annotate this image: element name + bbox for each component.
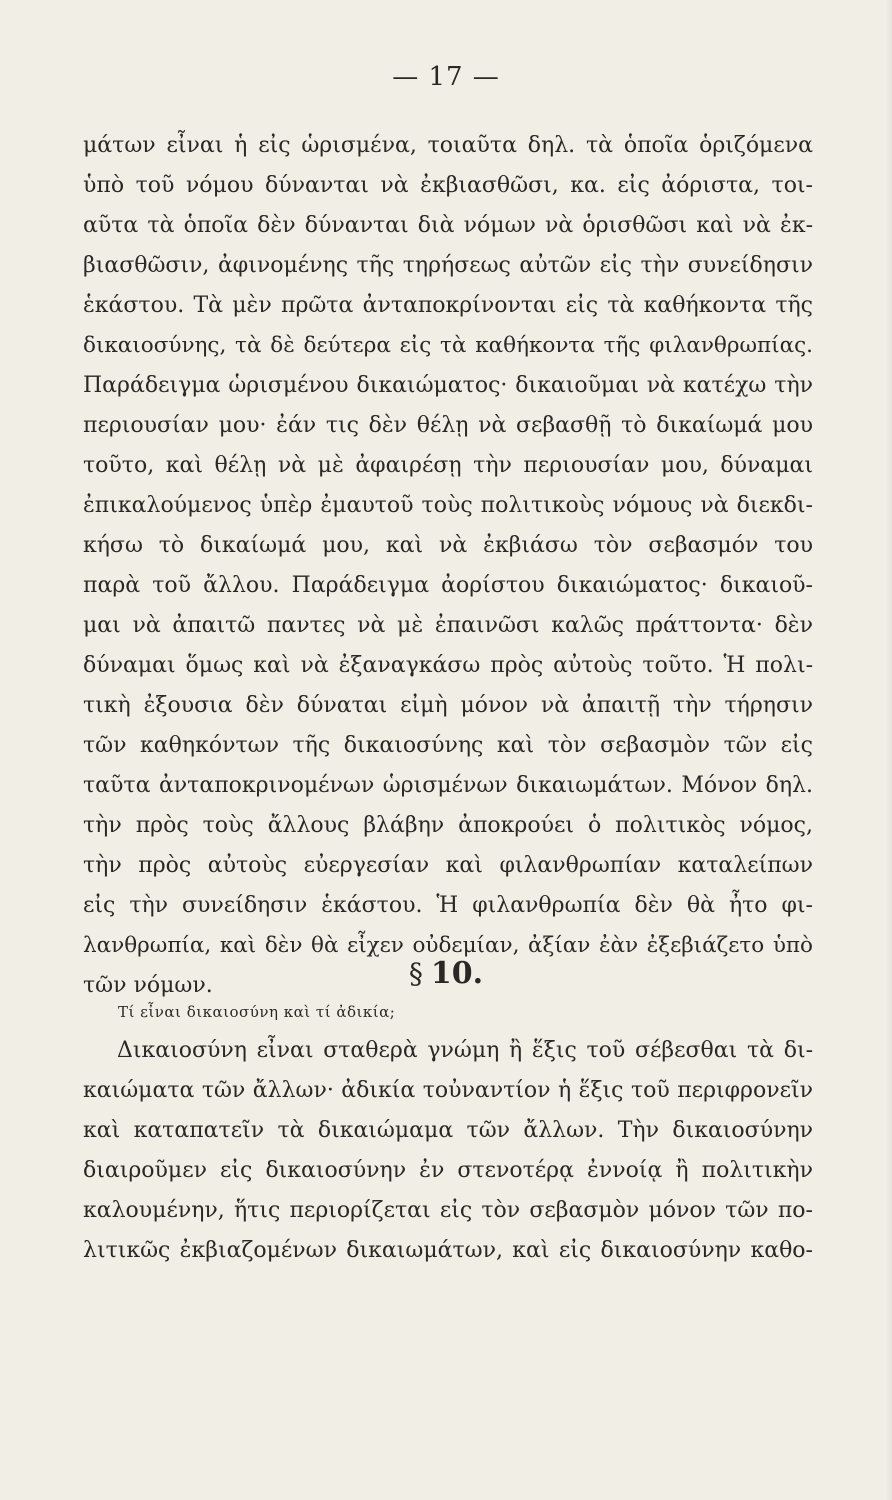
text-line: καιώματα τῶν ἄλλων· ἀδικία τοὐναντίον ἡ ἕξις τοῦ περιφρονεῖν	[83, 1078, 813, 1103]
text-line: ἑκάστου. Τὰ μὲν πρῶτα ἀνταποκρίνονται εἰς τὰ καθήκοντα τῆς	[83, 293, 813, 318]
text-line: κήσω τὸ δικαίωμά μου, καὶ νὰ ἐκβιάσω τὸν σεβασμόν του	[83, 533, 813, 558]
text-line: καὶ καταπατεῖν τὰ δικαιώμαμα τῶν ἄλλων. Τὴν δικαιοσύνην	[83, 1118, 813, 1143]
text-line: καλουμένην, ἥτις περιορίζεται εἰς τὸν σεβασμὸν μόνον τῶν πο-	[83, 1198, 813, 1223]
text-line: μαι νὰ ἀπαιτῶ παντες νὰ μὲ ἐπαινῶσι καλῶς πράττοντα· δὲν	[83, 613, 813, 638]
section-number: 10.	[430, 956, 484, 991]
text-line: τῶν καθηκόντων τῆς δικαιοσύνης καὶ τὸν σεβασμὸν τῶν εἰς	[83, 733, 813, 758]
page-edge-shadow	[886, 0, 892, 1500]
text-line: λανθρωπία, καὶ δὲν θὰ εἶχεν οὐδεμίαν, ἀξίαν ἐὰν ἐξεβιάζετο ὑπὸ	[83, 933, 813, 958]
text-line: τὴν πρὸς τοὺς ἄλλους βλάβην ἀποκρούει ὁ πολιτικὸς νόμος,	[83, 813, 813, 838]
text-line: τῶν νόμων.	[83, 973, 213, 998]
text-line: εἰς τὴν συνείδησιν ἑκάστου. Ἡ φιλανθρωπία δὲν θὰ ἦτο φι-	[83, 893, 813, 918]
text-line: ἐπικαλούμενος ὑπὲρ ἐμαυτοῦ τοὺς πολιτικοὺς νόμους νὰ διεκδι-	[83, 493, 813, 518]
section-sign: §	[408, 957, 423, 990]
text-line: τοῦτο, καὶ θέλῃ νὰ μὲ ἀφαιρέσῃ τὴν περιουσίαν μου, δύναμαι	[83, 453, 813, 478]
text-line: διαιροῦμεν εἰς δικαιοσύνην ἐν στενοτέρᾳ ἐννοίᾳ ἢ πολιτικὴν	[83, 1158, 813, 1183]
text-line: ὑπὸ τοῦ νόμου δύνανται νὰ ἐκβιασθῶσι, κα. εἰς ἀόριστα, τοι-	[83, 173, 813, 198]
paragraph-2	[83, 1031, 813, 1271]
section-question: Τί εἶναι δικαιοσύνη καὶ τί ἀδικία;	[118, 1003, 396, 1021]
text-line: μάτων εἶναι ἡ εἰς ὡρισμένα, τοιαῦτα δηλ. τὰ ὁποῖα ὁριζόμενα	[83, 133, 813, 158]
text-line: δικαιοσύνης, τὰ δὲ δεύτερα εἰς τὰ καθήκοντα τῆς φιλανθρωπίας.	[83, 333, 813, 358]
section-heading	[0, 956, 892, 991]
page-number: — 17 —	[392, 62, 500, 92]
text-line: δύναμαι ὅμως καὶ νὰ ἐξαναγκάσω πρὸς αὐτοὺς τοῦτο. Ἡ πολι-	[83, 653, 813, 678]
text-line: παρὰ τοῦ ἄλλου. Παράδειγμα ἀορίστου δικαιώματος· δικαιοῦ-	[83, 573, 813, 598]
text-line: αῦτα τὰ ὁποῖα δὲν δύνανται διὰ νόμων νὰ ὁρισθῶσι καὶ νὰ ἐκ-	[83, 213, 813, 238]
paragraph-1	[83, 126, 813, 1006]
text-line: ταῦτα ἀνταποκρινομένων ὡρισμένων δικαιωμάτων. Μόνον δηλ.	[83, 773, 813, 798]
text-line: λιτικῶς ἐκβιαζομένων δικαιωμάτων, καὶ εἰς δικαιοσύνην καθο-	[83, 1238, 813, 1263]
text-line: περιουσίαν μου· ἐάν τις δὲν θέλῃ νὰ σεβασθῇ τὸ δικαίωμά μου	[83, 413, 813, 438]
text-line: βιασθῶσιν, ἀφινομένης τῆς τηρήσεως αὐτῶν εἰς τὴν συνείδησιν	[83, 253, 813, 278]
text-line: Παράδειγμα ὡρισμένου δικαιώματος· δικαιοῦμαι νὰ κατέχω τὴν	[83, 373, 813, 398]
text-line: τικὴ ἐξουσια δὲν δύναται εἰμὴ μόνον νὰ ἀπαιτῇ τὴν τήρησιν	[83, 693, 813, 718]
text-line: τὴν πρὸς αὐτοὺς εὐεργεσίαν καὶ φιλανθρωπίαν καταλείπων	[83, 853, 813, 878]
text-line: Δικαιοσύνη εἶναι σταθερὰ γνώμη ἢ ἕξις τοῦ σέβεσθαι τὰ δι-	[117, 1038, 813, 1063]
